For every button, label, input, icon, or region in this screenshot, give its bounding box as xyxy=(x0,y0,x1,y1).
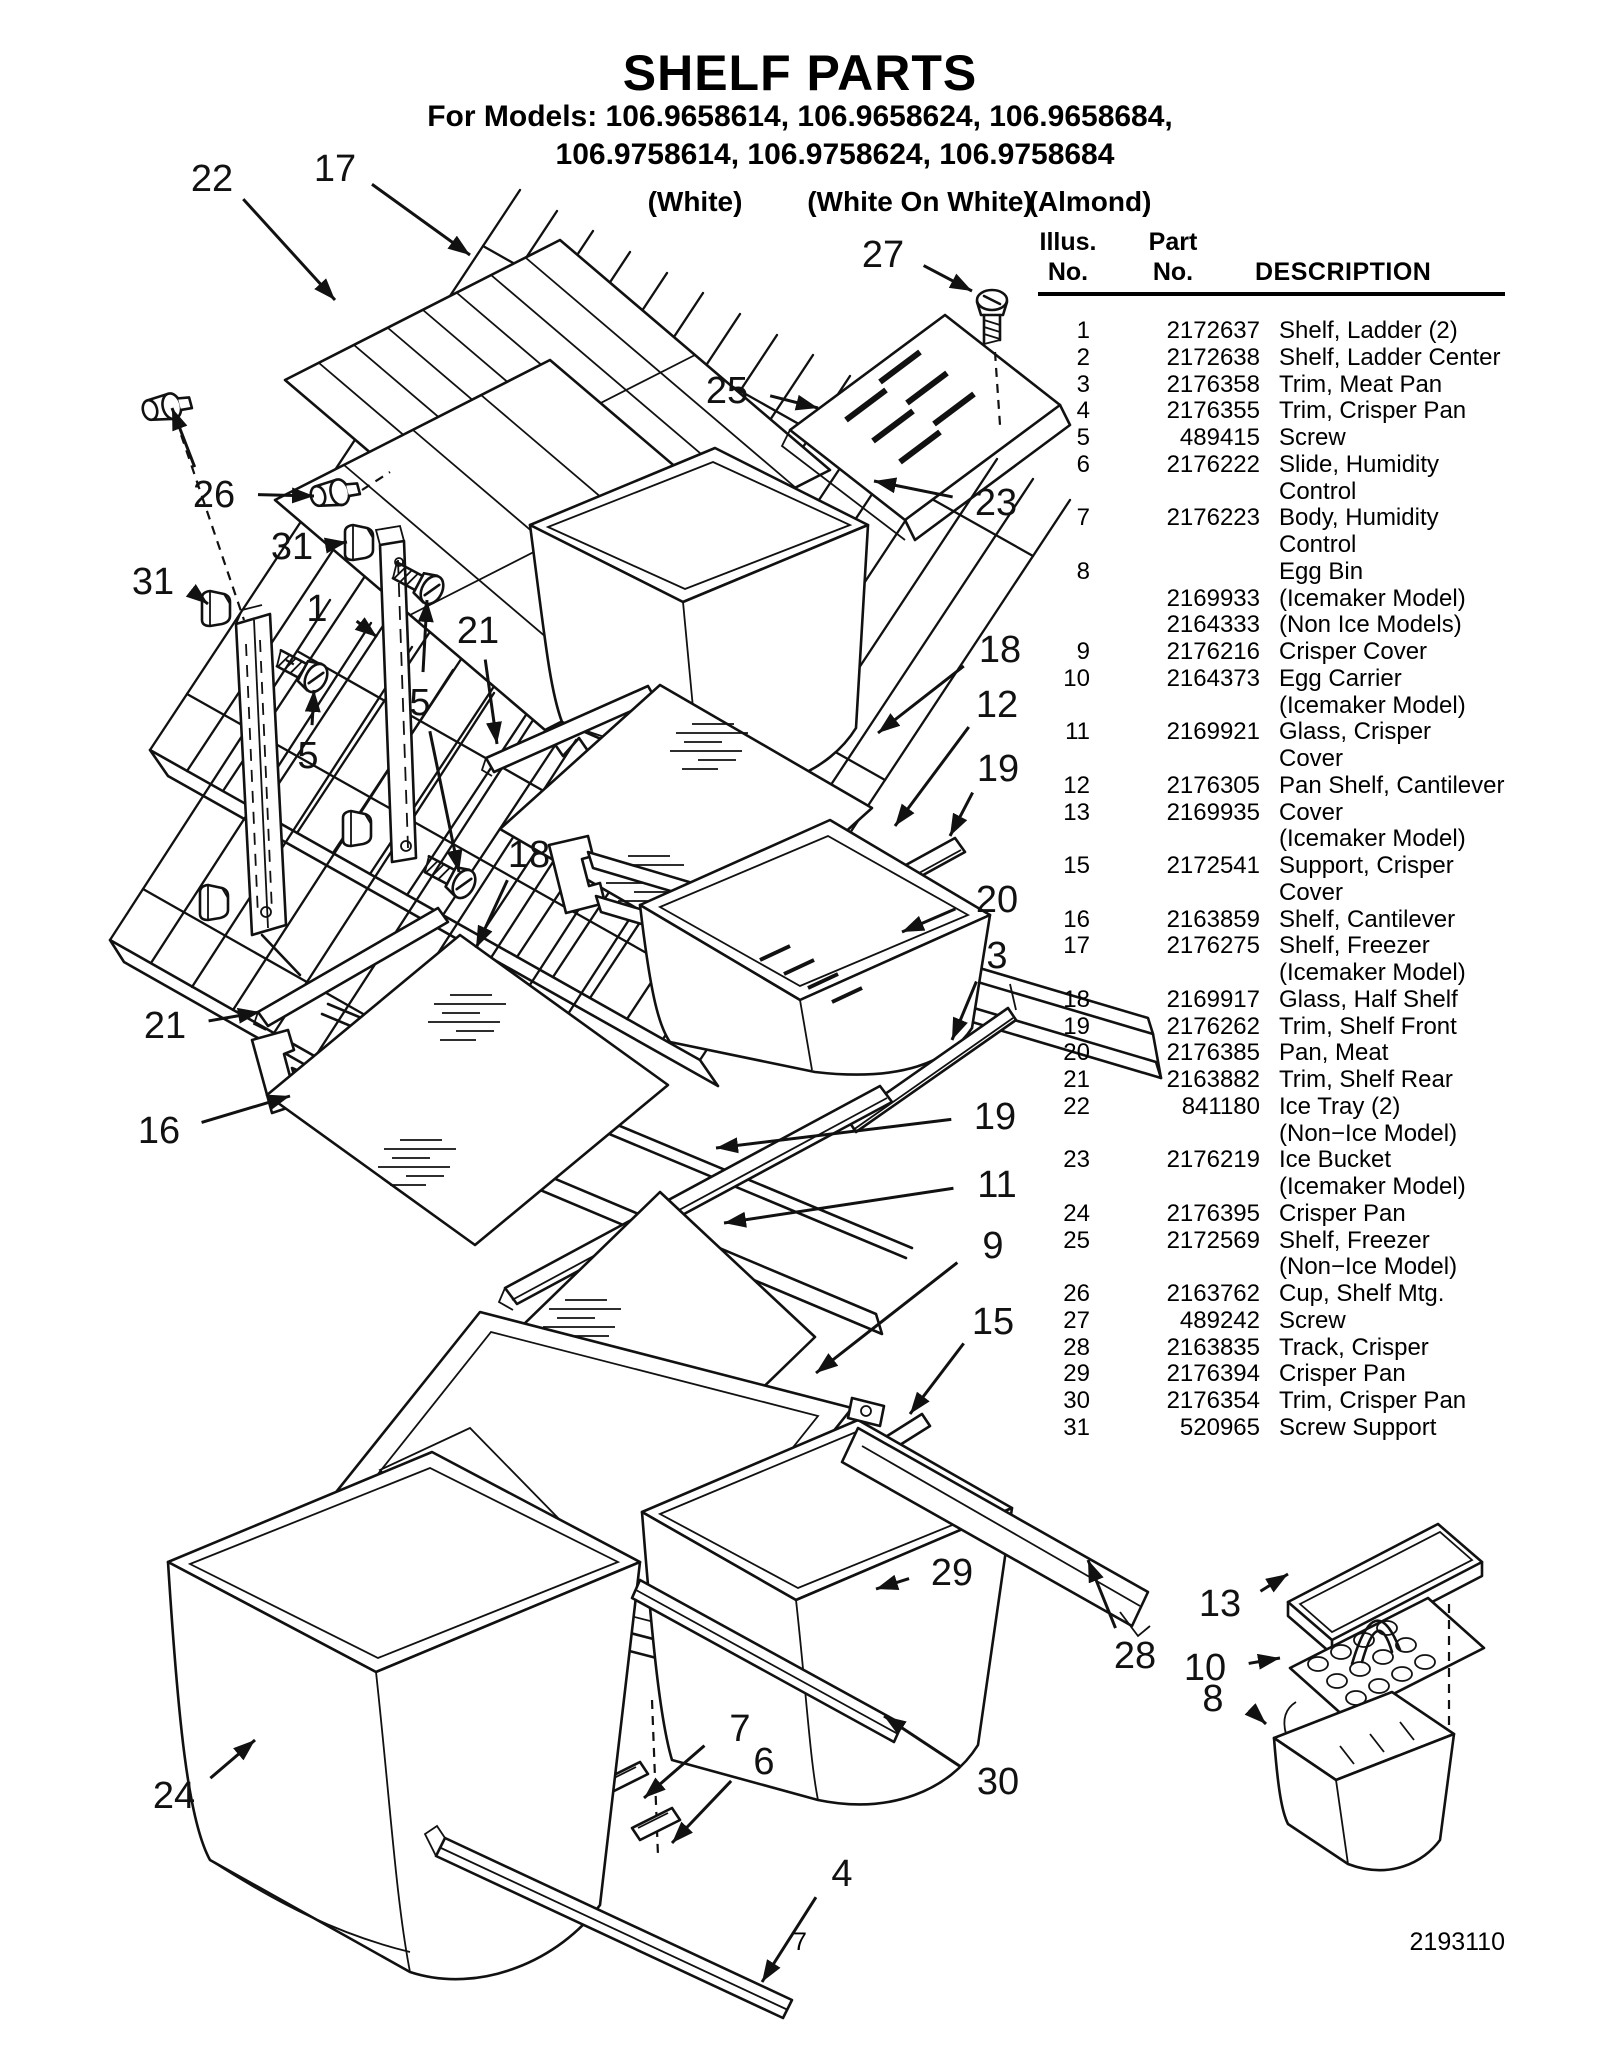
cell-description: (Icemaker Model) xyxy=(1279,825,1466,853)
table-row xyxy=(1038,1415,1508,1442)
cell-part-no: 2176305 xyxy=(1166,771,1260,799)
cell-illus-no xyxy=(1038,960,1090,987)
table-row xyxy=(1038,372,1508,399)
page-title: SHELF PARTS xyxy=(622,45,978,101)
table-row xyxy=(1038,1308,1508,1335)
callout-label: 23 xyxy=(974,482,1018,524)
callout-label: 18 xyxy=(978,629,1022,671)
cell-description: Pan Shelf, Cantilever xyxy=(1279,771,1505,799)
table-row xyxy=(1038,452,1508,479)
cell-part-no: 2176395 xyxy=(1166,1199,1260,1227)
table-row xyxy=(1038,1281,1508,1308)
table-row xyxy=(1038,1361,1508,1388)
cell-illus-no: 23 xyxy=(1063,1146,1090,1174)
table-row xyxy=(1038,693,1508,720)
cell-part-no: 489242 xyxy=(1179,1306,1260,1334)
table-row xyxy=(1038,773,1508,800)
cell-description: Support, Crisper xyxy=(1279,852,1454,879)
callout-arrow xyxy=(336,542,347,544)
cell-part-no xyxy=(1090,693,1260,720)
cell-part-no: 2163762 xyxy=(1166,1280,1260,1307)
cell-part-no: 2172637 xyxy=(1166,317,1260,344)
cell-part-no: 2172541 xyxy=(1166,852,1260,879)
cell-illus-no: 25 xyxy=(1063,1226,1090,1254)
table-row xyxy=(1038,532,1508,559)
callout-label: 31 xyxy=(131,561,175,603)
cell-description: Cover xyxy=(1279,878,1344,906)
cell-description: Trim, Crisper Pan xyxy=(1279,397,1467,425)
cell-description: Body, Humidity xyxy=(1279,504,1439,532)
cell-illus-no xyxy=(1038,1174,1090,1201)
cell-description: (Non Ice Models) xyxy=(1279,611,1462,639)
cell-description: Glass, Crisper xyxy=(1279,718,1432,746)
table-row xyxy=(1038,880,1508,907)
cell-illus-no: 3 xyxy=(1076,370,1090,398)
cell-illus-no: 20 xyxy=(1063,1039,1090,1067)
cell-illus-no: 18 xyxy=(1063,985,1090,1013)
table-row xyxy=(1038,1228,1508,1255)
cell-illus-no: 26 xyxy=(1063,1280,1090,1307)
table-row xyxy=(1038,960,1508,987)
cell-illus-no: 21 xyxy=(1063,1066,1090,1093)
cell-illus-no xyxy=(1038,880,1090,907)
cell-description: (Icemaker Model) xyxy=(1279,1173,1466,1200)
cell-part-no xyxy=(1090,960,1260,987)
callout-label: 10 xyxy=(1183,1647,1227,1689)
callout-arrow xyxy=(1249,1658,1280,1663)
cell-part-no xyxy=(1090,479,1260,506)
callout-label: 21 xyxy=(456,610,500,652)
cell-description: Cover xyxy=(1279,745,1344,772)
cell-illus-no: 16 xyxy=(1063,905,1090,933)
callout-label: 12 xyxy=(975,684,1019,726)
cell-part-no xyxy=(1090,559,1260,586)
callout-arrow xyxy=(950,793,973,836)
callout-label: 24 xyxy=(152,1775,196,1817)
cell-illus-no: 13 xyxy=(1063,798,1090,826)
table-row xyxy=(1038,345,1508,372)
callout-label: 4 xyxy=(831,1853,853,1895)
cell-illus-no xyxy=(1038,479,1090,506)
table-row xyxy=(1038,398,1508,425)
callout-arrow xyxy=(895,727,969,826)
models-line-2: 106.9758614, 106.9758624, 106.9758684 xyxy=(555,137,1115,171)
cell-description: Cover xyxy=(1279,798,1344,826)
cell-illus-no xyxy=(1038,532,1090,559)
table-row xyxy=(1038,666,1508,693)
cell-part-no xyxy=(1090,1254,1260,1281)
callout-arrow xyxy=(816,1263,957,1373)
callout-label: 16 xyxy=(137,1110,181,1152)
callout-label: 19 xyxy=(976,748,1020,790)
header-illus: Illus. xyxy=(1039,228,1097,256)
table-row xyxy=(1038,612,1508,639)
cell-part-no xyxy=(1090,1174,1260,1201)
table-rule xyxy=(1038,292,1505,296)
cell-description: Egg Bin xyxy=(1279,557,1364,585)
callout-label: 6 xyxy=(753,1741,775,1783)
cell-description: Control xyxy=(1279,531,1357,558)
parts-table-header xyxy=(1038,228,1508,290)
callout-label: 18 xyxy=(507,834,551,876)
cell-part-no: 2176355 xyxy=(1166,397,1260,425)
cell-illus-no: 17 xyxy=(1063,932,1090,960)
table-row xyxy=(1038,853,1508,880)
callout-arrow xyxy=(1253,1711,1266,1724)
cell-illus-no: 24 xyxy=(1063,1199,1090,1227)
cell-description: Glass, Half Shelf xyxy=(1279,985,1458,1013)
cell-illus-no: 19 xyxy=(1063,1012,1090,1040)
cell-part-no: 2169921 xyxy=(1166,718,1260,746)
cell-illus-no: 9 xyxy=(1076,638,1090,665)
cell-description: Screw Support xyxy=(1279,1413,1437,1441)
callout-arrow xyxy=(672,1781,731,1843)
callout-arrow xyxy=(878,666,964,733)
callout-label: 20 xyxy=(975,879,1019,921)
callout-label: 17 xyxy=(313,148,357,190)
callout-label: 13 xyxy=(1198,1583,1242,1625)
cell-part-no: 2176219 xyxy=(1166,1146,1260,1174)
table-row xyxy=(1038,1121,1508,1148)
table-row xyxy=(1038,1335,1508,1362)
cell-illus-no xyxy=(1038,1121,1090,1148)
cell-description: Trim, Shelf Front xyxy=(1279,1012,1457,1040)
cell-description: Shelf, Ladder Center xyxy=(1279,343,1501,371)
table-row xyxy=(1038,639,1508,666)
cell-part-no: 2172569 xyxy=(1166,1226,1260,1254)
cell-part-no: 2176216 xyxy=(1166,638,1260,665)
callout-label: 29 xyxy=(930,1552,974,1594)
callout-label: 15 xyxy=(971,1301,1015,1343)
cell-part-no xyxy=(1090,1121,1260,1148)
cell-description: Crisper Pan xyxy=(1279,1360,1406,1388)
table-row xyxy=(1038,1254,1508,1281)
callout-label: 5 xyxy=(409,682,431,724)
cell-part-no: 2163859 xyxy=(1166,905,1260,933)
cell-illus-no: 22 xyxy=(1063,1092,1090,1120)
cell-description: Trim, Crisper Pan xyxy=(1279,1387,1467,1414)
table-row xyxy=(1038,800,1508,827)
cell-illus-no xyxy=(1038,1254,1090,1281)
callout-arrow xyxy=(1260,1574,1288,1591)
cell-part-no: 2176262 xyxy=(1166,1012,1260,1040)
cell-description: Slide, Humidity xyxy=(1279,450,1440,478)
cell-illus-no: 29 xyxy=(1063,1360,1090,1388)
table-row xyxy=(1038,826,1508,853)
table-row xyxy=(1038,746,1508,773)
cell-description: Crisper Pan xyxy=(1279,1199,1406,1227)
page-number: 7 xyxy=(793,1928,807,1956)
cell-illus-no: 27 xyxy=(1063,1306,1090,1334)
table-row xyxy=(1038,1174,1508,1201)
cell-part-no: 2176385 xyxy=(1166,1039,1260,1067)
cell-part-no: 2169935 xyxy=(1166,798,1260,826)
cell-description: (Icemaker Model) xyxy=(1279,691,1466,719)
table-row xyxy=(1038,318,1508,345)
parts-table-rows xyxy=(1038,318,1508,1442)
callout-arrow xyxy=(312,690,314,725)
callout-label: 27 xyxy=(861,234,905,276)
callout-label: 7 xyxy=(729,1708,751,1750)
callout-label: 8 xyxy=(1202,1678,1224,1720)
cell-illus-no: 31 xyxy=(1063,1413,1090,1441)
cell-description: Pan, Meat xyxy=(1279,1039,1389,1067)
table-row xyxy=(1038,1014,1508,1041)
cell-part-no: 2176394 xyxy=(1166,1360,1260,1388)
cell-illus-no xyxy=(1038,826,1090,853)
cell-part-no: 2169933 xyxy=(1166,584,1260,612)
callout-arrow xyxy=(258,495,314,496)
cell-illus-no: 28 xyxy=(1063,1333,1090,1361)
cell-illus-no xyxy=(1038,693,1090,720)
callout-label: 19 xyxy=(973,1096,1017,1138)
cell-part-no: 2164373 xyxy=(1166,664,1260,692)
cell-illus-no xyxy=(1038,746,1090,773)
cell-description: Trim, Shelf Rear xyxy=(1279,1066,1453,1093)
cell-illus-no: 7 xyxy=(1076,504,1090,532)
callout-label: 31 xyxy=(270,526,314,568)
callout-label: 1 xyxy=(306,588,328,630)
color-variant-white: (White) xyxy=(647,186,743,217)
cell-illus-no: 2 xyxy=(1076,343,1090,371)
callout-arrow xyxy=(770,396,818,408)
cell-description: Shelf, Freezer xyxy=(1279,932,1430,960)
cell-illus-no: 30 xyxy=(1063,1387,1090,1414)
cell-illus-no: 15 xyxy=(1063,852,1090,879)
cell-illus-no: 4 xyxy=(1076,397,1090,425)
header-part-no: No. xyxy=(1152,258,1194,286)
cell-part-no: 2176358 xyxy=(1166,370,1260,398)
cell-illus-no xyxy=(1038,612,1090,639)
cell-illus-no: 8 xyxy=(1076,557,1090,585)
cell-illus-no xyxy=(1038,586,1090,613)
color-variants xyxy=(0,186,1600,220)
parts-table xyxy=(1038,228,1508,1442)
cell-description: (Icemaker Model) xyxy=(1279,959,1466,986)
cell-description: Shelf, Cantilever xyxy=(1279,905,1456,933)
callout-arrow xyxy=(910,1343,964,1414)
cell-part-no: 2169917 xyxy=(1166,985,1260,1013)
cell-description: (Non−Ice Model) xyxy=(1279,1253,1458,1281)
table-row xyxy=(1038,586,1508,613)
cell-description: Cup, Shelf Mtg. xyxy=(1279,1280,1445,1307)
cell-part-no: 2163882 xyxy=(1166,1066,1260,1093)
cell-description: Shelf, Freezer xyxy=(1279,1226,1430,1254)
cell-part-no xyxy=(1090,880,1260,907)
cell-description: Egg Carrier xyxy=(1279,664,1402,692)
callout-label: 26 xyxy=(192,474,236,516)
cell-part-no: 841180 xyxy=(1181,1092,1260,1120)
table-row xyxy=(1038,1094,1508,1121)
callout-label: 3 xyxy=(986,935,1008,977)
cell-illus-no: 12 xyxy=(1063,771,1090,799)
callout-label: 21 xyxy=(143,1005,187,1047)
models-line-1: For Models: 106.9658614, 106.9658624, 106.9658684, xyxy=(427,100,1173,133)
callout-label: 28 xyxy=(1113,1635,1157,1677)
callout-arrow xyxy=(924,266,972,291)
cell-illus-no: 10 xyxy=(1063,664,1090,692)
header-part: Part xyxy=(1148,228,1198,256)
header-description: DESCRIPTION xyxy=(1255,258,1432,286)
callout-label: 11 xyxy=(977,1164,1017,1206)
cell-description: Crisper Cover xyxy=(1279,638,1428,665)
table-row xyxy=(1038,1201,1508,1228)
cell-part-no: 2164333 xyxy=(1166,611,1260,639)
table-row xyxy=(1038,1388,1508,1415)
callout-label: 25 xyxy=(705,370,749,412)
cell-illus-no: 5 xyxy=(1076,424,1090,451)
cell-part-no: 520965 xyxy=(1179,1413,1260,1441)
cell-description: Screw xyxy=(1279,1306,1346,1334)
callout-label: 30 xyxy=(976,1761,1020,1803)
cell-description: (Non−Ice Model) xyxy=(1279,1119,1458,1147)
document-number: 2193110 xyxy=(1409,1928,1505,1956)
callout-label: 22 xyxy=(190,158,234,200)
cell-part-no xyxy=(1090,532,1260,559)
callout-label: 9 xyxy=(982,1225,1004,1267)
cell-description: Control xyxy=(1279,477,1357,505)
cell-illus-no: 11 xyxy=(1065,718,1090,746)
cell-part-no: 2172638 xyxy=(1166,343,1260,371)
color-variant-almond: (Almond) xyxy=(1028,186,1152,217)
color-variant-white-on-white: (White On White) xyxy=(807,186,1033,217)
cell-description: Screw xyxy=(1279,424,1346,451)
cell-description: Track, Crisper xyxy=(1279,1333,1429,1361)
cell-description: Shelf, Ladder (2) xyxy=(1279,317,1458,344)
cell-description: Ice Tray (2) xyxy=(1279,1092,1401,1120)
table-row xyxy=(1038,1147,1508,1174)
callout-arrow xyxy=(172,408,195,467)
cell-part-no: 489415 xyxy=(1179,424,1260,451)
cell-description: Ice Bucket xyxy=(1279,1146,1392,1174)
cell-part-no: 2176275 xyxy=(1166,932,1260,960)
callout-arrow xyxy=(357,621,377,637)
table-row xyxy=(1038,425,1508,452)
cell-illus-no: 6 xyxy=(1076,450,1090,478)
cell-description: Trim, Meat Pan xyxy=(1279,370,1443,398)
table-row xyxy=(1038,505,1508,532)
table-row xyxy=(1038,559,1508,586)
cell-part-no xyxy=(1090,826,1260,853)
cell-description: (Icemaker Model) xyxy=(1279,584,1466,612)
cell-part-no xyxy=(1090,746,1260,773)
cell-part-no: 2176222 xyxy=(1166,450,1260,478)
cell-part-no: 2176354 xyxy=(1166,1387,1260,1414)
table-row xyxy=(1038,1040,1508,1067)
table-row xyxy=(1038,1067,1508,1094)
table-row xyxy=(1038,907,1508,934)
cell-part-no: 2163835 xyxy=(1166,1333,1260,1361)
header-illus-no: No. xyxy=(1047,258,1089,286)
table-row xyxy=(1038,479,1508,506)
table-row xyxy=(1038,719,1508,746)
cell-illus-no: 1 xyxy=(1076,317,1090,344)
callout-label: 5 xyxy=(297,735,319,777)
cell-part-no: 2176223 xyxy=(1166,504,1260,532)
table-row xyxy=(1038,933,1508,960)
table-row xyxy=(1038,987,1508,1014)
